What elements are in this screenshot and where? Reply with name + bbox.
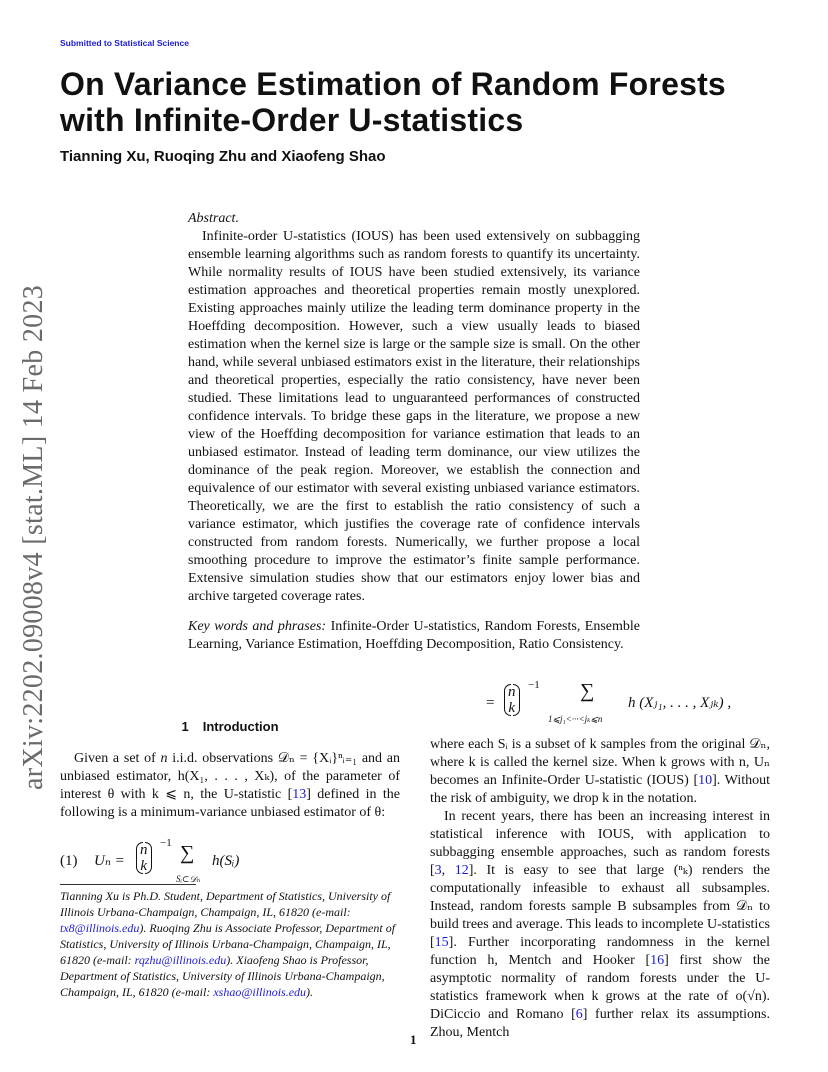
citation-link[interactable]: 16: [650, 953, 665, 968]
text-span: Given a set of: [74, 751, 161, 766]
equation-lhs: Uₙ =: [94, 853, 125, 869]
email-link[interactable]: xshao@illinois.edu: [213, 985, 307, 999]
left-column: [60, 712, 400, 896]
citation-link[interactable]: 3: [434, 863, 442, 878]
text-span: ]. Without the risk of ambiguity, we drop k in the notation.: [430, 773, 770, 806]
footnote-divider: [60, 884, 196, 885]
text-span: i.i.d. observations 𝒟ₙ = {Xᵢ}ⁿᵢ₌₁ and an unbiased estimator, h(X₁, . . . , Xₖ), of the parameter of interest θ with k ⩽ n, the U-statistic [: [60, 751, 400, 802]
paper-title: On Variance Estimation of Random Forests with Infinite-Order U-statistics: [60, 66, 726, 138]
section-number: 1: [181, 719, 189, 734]
equation-equals: =: [486, 695, 495, 711]
abstract: [188, 210, 640, 654]
intro-paragraph-3: [430, 808, 770, 1042]
text-span: ,: [441, 863, 455, 878]
text-span: ). Ruoqing Zhu is Associate Professor, Department of Statistics, University of Illinois Urbana-Champaign, Champaign, IL, 61820 (e-mail:: [60, 921, 396, 967]
equation-exponent: −1: [160, 837, 172, 849]
abstract-body: Infinite-order U-statistics (IOUS) has been used extensively on subbagging ensemble learning algorithms such as random forests to quantify its uncertainty. While normality results of IOUS have been studied extensively, its variance estimation approaches and theoretical properties remain mostly unexplored. Existing approaches mainly utilize the leading term dominance property in the Hoeffding decomposition. However, such a view usually leads to biased estimation when the kernel size is large or the sample size is small. On the other hand, while several unbiased estimators exist in the literature, their relationships and theoretical properties, especially the ratio consistency, have never been studied. These limitations lead to unguaranteed performances of constructed confidence intervals. To bridge these gaps in the literature, we propose a new view of the Hoeffding decomposition for variance estimation that leads to an unbiased estimator. Instead of leading term dominance, our view utilizes the dominance of the peak region. Moreover, we establish the connection and equivalence of our estimator with several existing unbiased variance estimators. Theoretically, we are the first to establish the ratio consistency of such a variance estimator, which justifies the coverage rate of confidence intervals constructed from random forests. Numerically, we further propose a local smoothing procedure to improve the estimator’s finite sample performance. Extensive simulation studies show that our estimators enjoy lower bias and archive targeted coverage rates.: [188, 229, 640, 604]
summation-symbol: ∑: [580, 680, 595, 702]
right-column: [430, 676, 770, 1042]
text-span: In recent years, there has been an increasing interest in statistical inference with IOUS, with application to subbagging ensemble approaches, such as random forests [: [430, 809, 770, 878]
citation-link[interactable]: 13: [292, 787, 307, 802]
email-link[interactable]: rqzhu@illinois.edu: [134, 953, 227, 967]
text-span: ).: [306, 985, 314, 999]
email-link[interactable]: tx8@illinois.edu: [60, 921, 140, 935]
text-span: ]. It is easy to see that large (ⁿₖ) renders the computationally infeasible to exhaust all subsamples. Instead, random forests sample B subsamples from 𝒟ₙ to build trees and average. This leads to incomplete U-statistics [: [430, 863, 771, 950]
text-span: ] first show the asymptotic normality of random forests under the U-statistics framework when k grows at the rate of o(√n). DiCiccio and Romano [: [430, 953, 770, 1022]
summation-index: 1⩽j₁<···<jₖ⩽n: [548, 714, 603, 724]
citation-link[interactable]: 12: [454, 863, 469, 878]
equation-term: h (Xⱼ₁, . . . , Xⱼₖ) ,: [628, 695, 732, 711]
math-n: n: [160, 751, 168, 766]
page-number: 1: [410, 1032, 417, 1047]
equation-1: [60, 834, 400, 886]
equation-1-continued: [430, 676, 770, 726]
binomial-coefficient: [504, 684, 520, 716]
abstract-heading: Abstract.: [188, 211, 239, 226]
keywords-text: Infinite-Order U-statistics, Random Forests, Ensemble Learning, Variance Estimation, Hoeffding Decomposition, Ratio Consistency.: [188, 619, 641, 652]
text-span: ] defined in the following is a minimum-variance unbiased estimator of θ:: [60, 787, 400, 820]
keywords: [188, 618, 640, 654]
binomial-coefficient: [136, 842, 152, 874]
author-footnote: [60, 888, 400, 1000]
citation-link[interactable]: 10: [698, 773, 713, 788]
section-title: Introduction: [202, 719, 279, 734]
arxiv-side-identifier: arXiv:2202.09008v4 [stat.ML] 14 Feb 2023: [18, 284, 49, 790]
intro-paragraph-1: [60, 750, 400, 822]
binom-bottom: k: [508, 700, 516, 716]
equation-label: (1): [60, 853, 78, 869]
citation-link[interactable]: 6: [575, 1007, 583, 1022]
binom-top: n: [508, 684, 516, 700]
equation-term: h(Sᵢ): [212, 853, 240, 869]
keywords-label: Key words and phrases:: [188, 619, 327, 634]
equation-exponent: −1: [528, 679, 540, 691]
text-span: ] further relax its assumptions. Zhou, Mentch: [430, 1007, 770, 1040]
summation-symbol: ∑: [180, 842, 195, 864]
text-span: ). Xiaofeng Shao is Professor, Department of Statistics, University of Illinois Urbana-Champaign, Champaign, IL, 61820 (e-mail:: [60, 953, 385, 999]
author-list: Tianning Xu, Ruoqing Zhu and Xiaofeng Shao: [60, 148, 386, 165]
binom-bottom: k: [140, 858, 148, 874]
intro-paragraph-2: [430, 736, 770, 808]
text-span: Tianning Xu is Ph.D. Student, Department of Statistics, University of Illinois Urbana-Champaign, Champaign, IL, 61820 (e-mail:: [60, 889, 391, 919]
text-span: ]. Further incorporating randomness in the kernel function h, Mentch and Hooker [: [430, 935, 770, 968]
text-span: where each Sᵢ is a subset of k samples from the original 𝒟ₙ, where k is called the kernel size. When k grows with n, Uₙ becomes an Infinite-Order U-statistic (IOUS) [: [430, 737, 770, 788]
section-heading: [60, 718, 400, 736]
citation-link[interactable]: 15: [434, 935, 449, 950]
journal-header-note[interactable]: Submitted to Statistical Science: [60, 38, 189, 48]
summation-index: Sᵢ⊂𝒟ₙ: [176, 874, 201, 884]
binom-top: n: [140, 842, 148, 858]
